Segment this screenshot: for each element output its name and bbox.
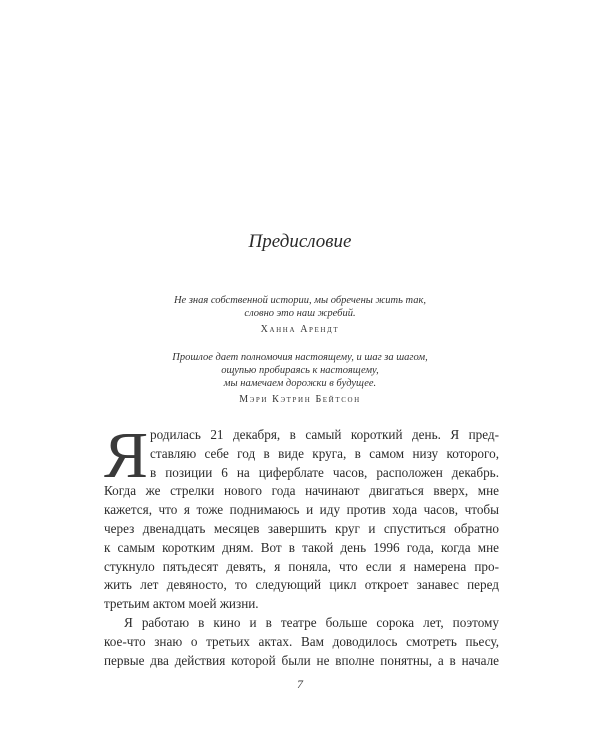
paragraph [104, 614, 499, 670]
epigraph-author: Мэри Кэтрин Бейтсон [239, 394, 361, 405]
body-text [104, 419, 499, 670]
text-line: ставляю себе год в виде круга, в самом низу которого, [150, 445, 499, 461]
text-line: первые два действия которой были не вполне понятны, а в начале [104, 652, 499, 668]
epigraph-line: Не зная собственной истории, мы обречены жить так, [173, 295, 427, 306]
epigraph [0, 351, 600, 405]
text-line: родилась 21 декабря, в самый короткий день. Я пред- [150, 427, 499, 442]
text-line: кажется, что я тоже поднимаюсь и иду против хода часов, чтобы [104, 502, 499, 518]
chapter-title: Предисловие [248, 231, 352, 252]
paragraph [104, 419, 499, 614]
epigraph [0, 294, 600, 335]
text-line: через двенадцать месяцев завершить круг и спуститься обратно [104, 520, 499, 536]
text-line: Я работаю в кино и в театре больше сорока лет, поэтому [124, 614, 499, 630]
epigraph-line: Прошлое дает полномочия настоящему, и шаг за шагом, [172, 352, 428, 363]
text-line: третьим актом моей жизни. [104, 596, 259, 612]
text-line: стукнуло пятьдесят девять, я поняла, что если я намерена про- [104, 558, 499, 574]
text-line: жить лет девяносто, то следующий цикл откроет занавес перед [104, 577, 499, 593]
text-line: к самым коротким дням. Вот в такой день 1996 года, когда мне [104, 539, 499, 555]
epigraph-author: Ханна Арендт [260, 324, 340, 335]
epigraph-line: ощупью пробираясь к настоящему, [221, 365, 379, 376]
epigraph-line: словно это наш жребий. [244, 308, 356, 319]
drop-cap: Я [104, 419, 149, 492]
text-line: в позиции 6 на циферблате часов, расположен декабрь. [150, 464, 499, 480]
text-line: Когда же стрелки нового года начинают двигаться вверх, мне [104, 483, 499, 499]
epigraph-line: мы намечаем дорожки в будущее. [223, 378, 377, 389]
page-number: 7 [297, 677, 303, 691]
text-line: кое-что знаю о третьих актах. Вам доводилось смотреть пьесу, [104, 633, 499, 649]
